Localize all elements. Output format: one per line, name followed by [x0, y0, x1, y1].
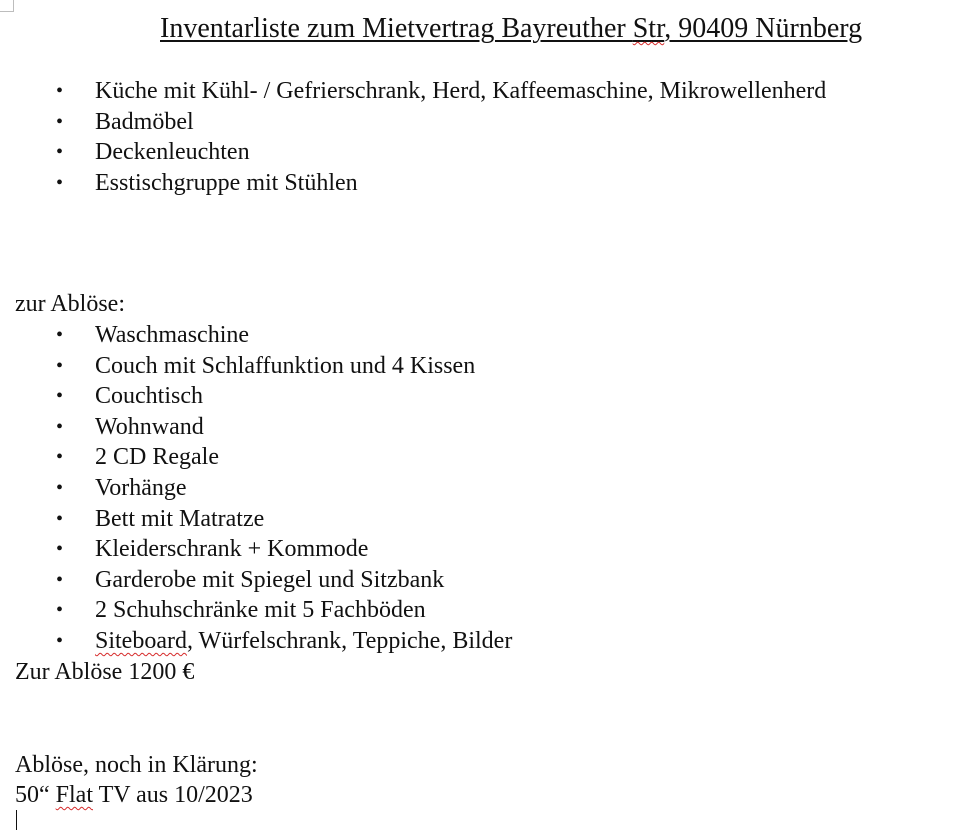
- item-text: Couch mit Schlaffunktion und 4 Kissen: [95, 352, 476, 379]
- bullet-icon: •: [56, 354, 64, 377]
- title-spell-error: Str: [632, 13, 665, 44]
- buyout-heading: zur Ablöse:: [15, 291, 125, 317]
- text-cursor[interactable]: [16, 810, 17, 830]
- item-text: Küche mit Kühl- / Gefrierschrank, Herd, Kaffeemaschine, Mikrowellenherd: [95, 78, 827, 104]
- pending-heading: Ablöse, noch in Klärung:: [15, 752, 258, 778]
- item-text: Esstischgruppe mit Stühlen: [95, 169, 358, 196]
- title-text-prefix: Inventarliste zum Mietvertrag Bayreuther: [160, 13, 633, 44]
- item-text: [95, 626, 512, 657]
- item-text: Wohnwand: [95, 413, 204, 440]
- bullet-icon: •: [56, 80, 64, 102]
- bullet-icon: •: [56, 507, 64, 530]
- item-text: Vorhänge: [95, 474, 187, 501]
- item-text: Waschmaschine: [95, 322, 250, 348]
- page-corner-marker: [0, 0, 14, 12]
- bullet-icon: •: [56, 538, 64, 561]
- pending-item-prefix: 50“: [15, 782, 56, 808]
- item-text: Bett mit Matratze: [95, 505, 265, 532]
- bullet-icon: •: [56, 568, 64, 591]
- pending-item: [15, 780, 253, 810]
- last-item-rest: , Würfelschrank, Teppiche, Bilder: [186, 627, 513, 654]
- bullet-icon: •: [56, 476, 64, 499]
- bullet-icon: •: [56, 324, 64, 346]
- bullet-icon: •: [56, 171, 64, 194]
- buyout-price: Zur Ablöse 1200 €: [15, 659, 195, 685]
- bullet-icon: •: [56, 599, 64, 622]
- bullet-icon: •: [56, 415, 64, 438]
- bullet-icon: •: [56, 629, 64, 652]
- bullet-icon: •: [56, 110, 64, 133]
- bullet-icon: •: [56, 446, 64, 469]
- pending-item-suffix: TV aus 10/2023: [93, 782, 253, 808]
- item-text: Couchtisch: [95, 383, 203, 410]
- item-text: Garderobe mit Spiegel und Sitzbank: [95, 566, 445, 593]
- last-item-spell-error: Siteboard: [95, 627, 187, 654]
- item-text: Deckenleuchten: [95, 139, 250, 166]
- document-title: [160, 12, 862, 46]
- bullet-icon: •: [56, 385, 64, 408]
- bullet-icon: •: [56, 141, 64, 164]
- item-text: Kleiderschrank + Kommode: [95, 536, 369, 563]
- item-text: 2 Schuhschränke mit 5 Fachböden: [95, 597, 426, 624]
- item-text: Badmöbel: [95, 108, 194, 135]
- item-text: 2 CD Regale: [95, 444, 219, 471]
- pending-item-spell-error: Flat: [55, 782, 93, 808]
- title-text-suffix: , 90409 Nürnberg: [664, 13, 863, 44]
